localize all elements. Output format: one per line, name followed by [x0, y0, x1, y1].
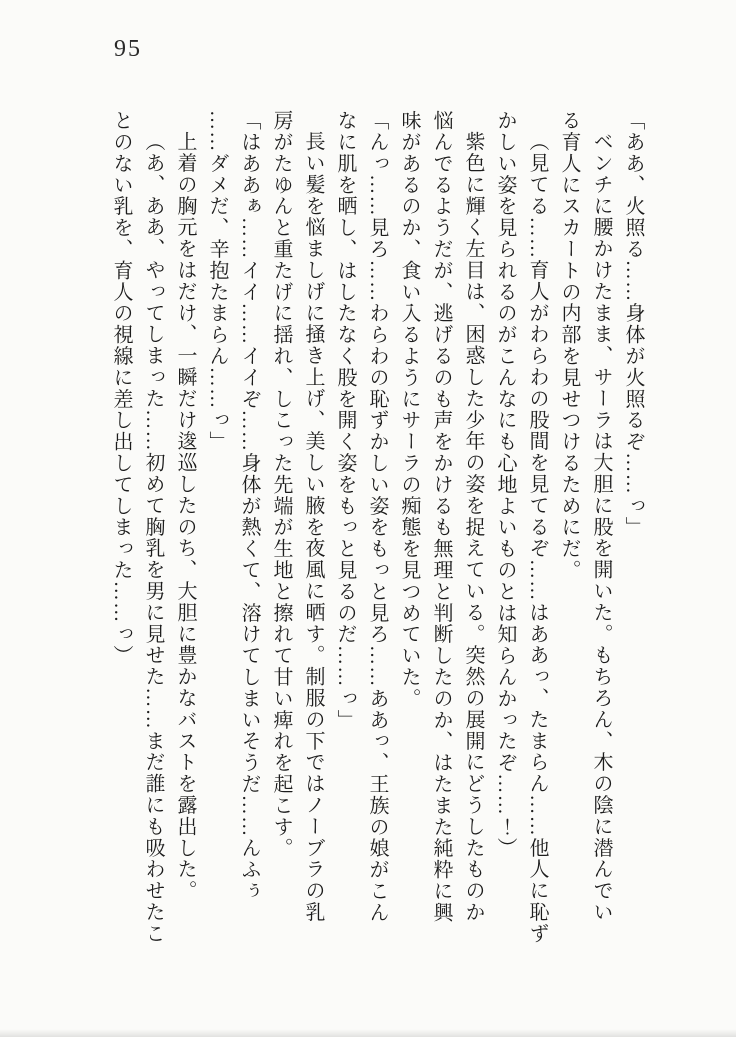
text-line: 悩んでるようだが、逃げるのも声をかけるも無理と判断したのか、はたまた純粋に興 — [430, 110, 452, 924]
page-number: 95 — [114, 36, 142, 62]
text-line: （あ、ああ、やってしまった……初めて胸乳を男に見せた……まだ誰にも吸わせたこ — [142, 131, 164, 945]
text-line: 「はああぁ……イイ……イイぞ……身体が熱くて、溶けてしまいそうだ……んふぅ — [238, 110, 260, 902]
text-line: る育人にスカートの内部を見せつけるためにだ。 — [558, 110, 580, 581]
text-line: 「んっ……見ろ……わらわの恥ずかしい姿をもっと見ろ……ああっ、王族の娘がこん — [366, 110, 388, 924]
text-line: 房がたゆんと重たげに揺れ、しこった先端が生地と擦れて甘い痺れを起こす。 — [270, 110, 292, 859]
text-line: 「ああ、火照る……身体が火照るぞ……っ」 — [622, 110, 644, 538]
page-bottom-shadow — [0, 1029, 736, 1037]
text-line: かしい姿を見られるのがこんなにも心地よいものとは知らんかったぞ……！） — [494, 110, 516, 859]
text-line: ……ダメだ、辛抱たまらん……っ」 — [206, 110, 228, 453]
text-line: なに肌を晒し、はしたなく股を開く姿をもっと見るのだ……っ」 — [334, 110, 356, 731]
text-line: 紫色に輝く左目は、困惑した少年の姿を捉えている。突然の展開にどうしたものか — [462, 131, 484, 923]
text-line: 上着の胸元をはだけ、一瞬だけ逡巡したのち、大胆に豊かなバストを露出した。 — [174, 131, 196, 902]
text-line: 味があるのか、食い入るようにサーラの痴態を見つめていた。 — [398, 110, 420, 710]
vertical-text-block — [105, 110, 649, 945]
text-line: 長い髪を悩ましげに掻き上げ、美しい腋を夜風に晒す。制服の下ではノーブラの乳 — [302, 131, 324, 923]
text-line: ベンチに腰かけたまま、サーラは大胆に股を開いた。もちろん、木の陰に潜んでい — [590, 131, 612, 923]
text-line: とのない乳を、育人の視線に差し出してしまった……っ） — [110, 110, 132, 667]
text-line: （見てる……育人がわらわの股間を見てるぞ……はああっ、たまらん……他人に恥ず — [526, 131, 548, 945]
